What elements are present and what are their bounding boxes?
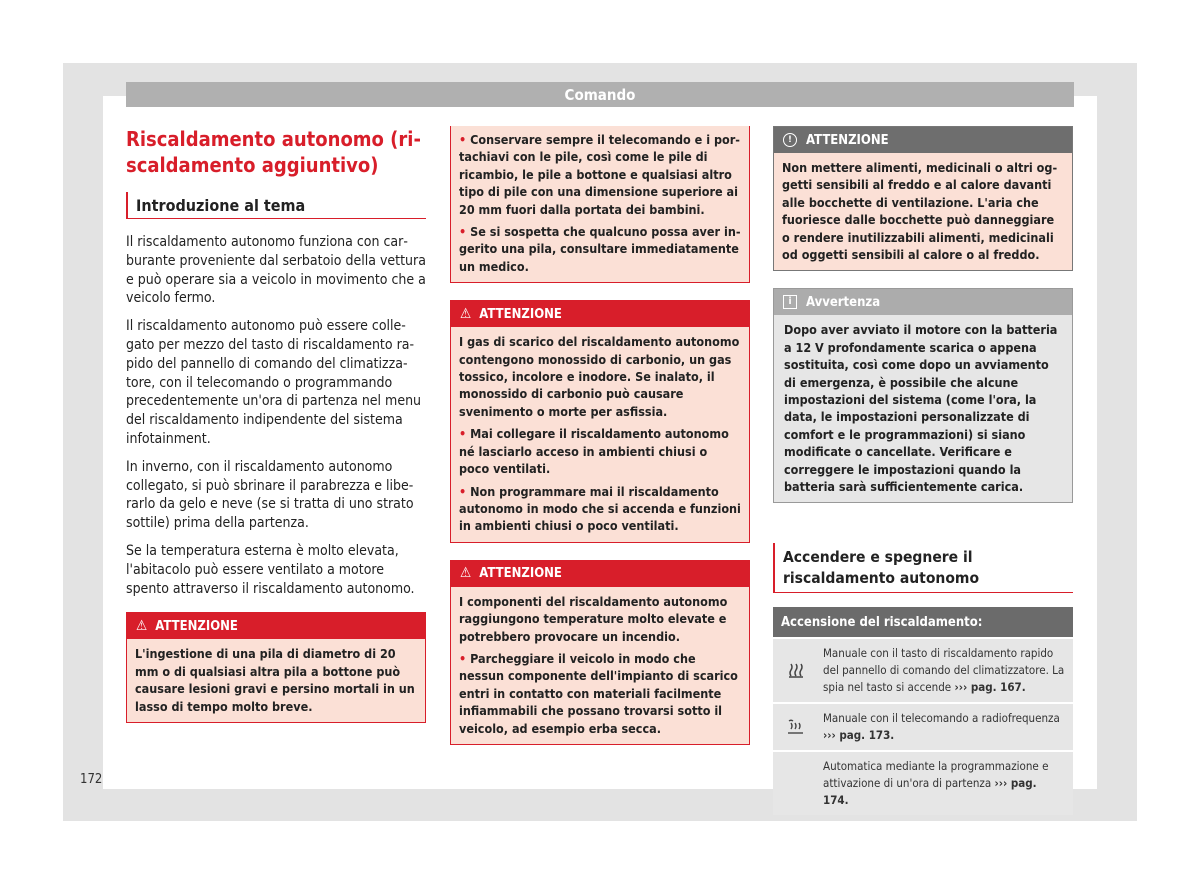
warning-triangle-icon: ⚠ [460,305,472,322]
table-row: Automatica mediante la programmazione e attivazione di un'ora di partenza ››› pag. 174. [773,752,1073,815]
warning-box-fire [450,560,750,745]
bullet-item: • Conservare sempre il telecomando e i portachiavi con le pile, così come le pile di ricambio, le pile a bottone e qualsiasi altro tipo di pile con una dimensione superiore ai 20 mm fuori dalla portata dei bambini. [459,132,740,217]
table-row: Manuale con il tasto di riscaldamento rapido del pannello di comando del climatizzatore. La spia nel tasto si accende ››› pag. 167. [773,639,1073,702]
page-number: 172 [80,772,103,787]
bullet-item: • Se si sospetta che qualcuno possa aver ingerito una pila, consultare immediatamente un medico. [459,224,741,274]
warning-text: L'ingestione di una pila di diametro di 20 mm o di qualsiasi altra pila a bottone può causare lesioni gravi e persino mortali in un lasso di tempo molto breve. [135,646,415,714]
remote-heat-icon [773,704,819,750]
heat-waves-icon [773,639,819,702]
warning-title: ⚠ ATTENZIONE [451,561,749,587]
warning-triangle-icon: ⚠ [136,617,148,634]
table-row: Manuale con il telecomando a radiofrequenza ››› pag. 173. [773,704,1073,750]
warning-box-battery [126,612,426,723]
chapter-title: Riscaldamento autonomo (riscaldamento aggiuntivo) [126,127,421,177]
caution-circle-icon: ! [783,133,797,147]
warning-title: ⚠ ATTENZIONE [451,301,749,327]
warning-box-exhaust [450,300,750,542]
warning-text: I gas di scarico del riscaldamento autonomo contengono monossido di carbonio, un gas tossico, incolore e inodore. Se inalato, il monossido di carbonio può causare svenimento o morte per asfissia. [459,334,740,419]
bullet-item: • Non programmare mai il riscaldamento autonomo in modo che si accenda e funzioni in ambienti chiusi o poco ventilati. [459,483,741,534]
bullet-item: • Parcheggiare il veicolo in modo che nessun componente dell'impianto di scarico entri in contatto con materiali facilmente infiammabili che possano trovarsi sotto il veicolo, ad esempio erba secca. [459,650,738,736]
paragraph: In inverno, con il riscaldamento autonomo collegato, si può sbrinare il parabrezza e liberarlo da gelo e neve (se si tratta di uno strato sottile) prima della partenza. [126,458,414,532]
activation-table [773,607,1073,815]
table-header: Accensione del riscaldamento: [773,607,1073,637]
warning-triangle-icon: ⚠ [460,565,472,582]
section-header: Comando [126,82,1074,107]
column-1 [126,126,426,723]
caution-box [773,126,1073,271]
column-2 [450,126,750,745]
info-icon: i [783,295,797,309]
paragraph: Se la temperatura esterna è molto elevata, l'abitacolo può essere ventilato a motore spento attraverso il riscaldamento autonomo. [126,542,415,597]
section-heading-switch: Accendere e spegnere il riscaldamento autonomo [773,543,1073,593]
caution-text: Non mettere alimenti, medicinali o altri oggetti sensibili al freddo e al calore davanti alle bocchette di ventilazione. L'aria che fuoriesce dalle bocchette può danneggiare o rendere inutilizzabili alimenti, medicinali od oggetti sensibili al calore o al freddo. [782,160,1058,263]
warning-continuation-box [450,126,750,283]
warning-title: ⚠ ATTENZIONE [127,613,425,639]
section-heading-intro: Introduzione al tema [126,192,426,219]
note-title: i Avvertenza [774,289,1072,315]
bullet-item: • Mai collegare il riscaldamento autonomo né lasciarlo acceso in ambienti chiusi o poco ventilati. [459,426,729,477]
paragraph: Il riscaldamento autonomo funziona con carburante proveniente dal serbatoio della vettura e può operare sia a veicolo in movimento che a veicolo fermo. [126,234,426,307]
column-3 [773,126,1073,815]
caution-title: ! ATTENZIONE [774,127,1072,153]
note-text: Dopo aver avviato il motore con la batteria a 12 V profondamente scarica o appena sostituita, così come dopo un avviamento di emergenza, è possibile che alcune impostazioni del sistema (come l'ora, la data, le impostazioni personalizzate di comfort e le programmazioni) si siano modificate o cancellate. Verificare e correggere le impostazioni quando la batteria sarà sufficientemente carica. [784,322,1058,495]
warning-text: I componenti del riscaldamento autonomo raggiungono temperature molto elevate e potrebbero provocare un incendio. [459,593,728,644]
paragraph: Il riscaldamento autonomo può essere collegato per mezzo del tasto di riscaldamento rapido del pannello di comando del climatizzatore, con il telecomando o programmando precedentemente un'ora di partenza nel menu del riscaldamento indipendente del sistema infotainment. [126,318,422,447]
note-box [773,288,1073,502]
